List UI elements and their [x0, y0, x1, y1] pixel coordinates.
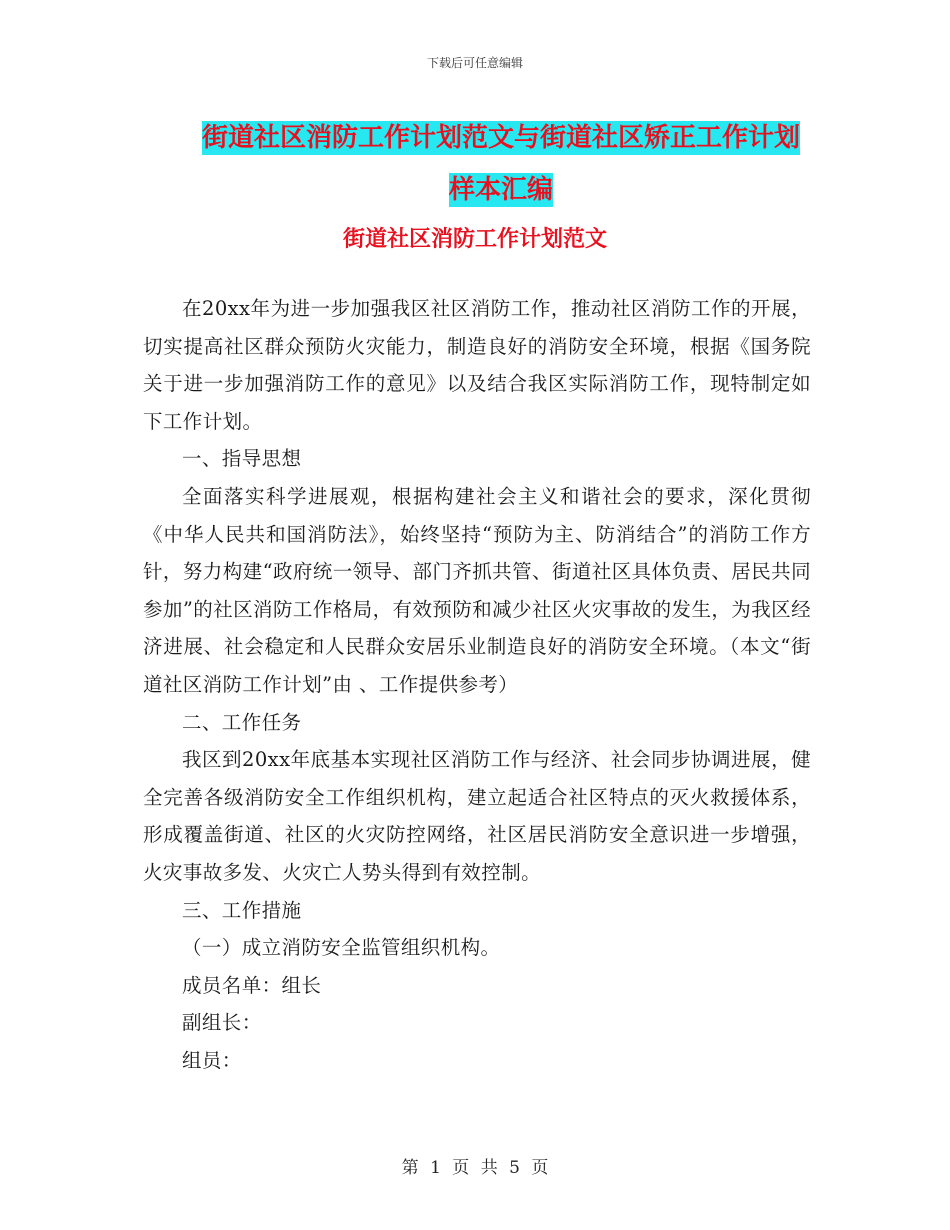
heading-work-measures: 三、工作措施	[182, 898, 302, 922]
intro-paragraph: 在20xx年为进一步加强我区社区消防工作，推动社区消防工作的开展，切实提高社区群众预防火灾能力，制造良好的消防安全环境，根据《国务院关于进一步加强消防工作的意见》以及结合我区实际消防工作，现特制定如下工作计划。	[143, 297, 811, 433]
document-title-text: 街道社区消防工作计划范文与街道社区矫正工作计划样本汇编	[201, 123, 800, 205]
page-header-note: 下载后可任意编辑	[426, 56, 523, 70]
member-list-members: 组员：	[182, 1048, 242, 1072]
work-tasks-paragraph: 我区到20xx年底基本实现社区消防工作与经济、社会同步协调进展，健全完善各级消防安全工作组织机构，建立起适合社区特点的灭火救援体系，形成覆盖街道、社区的火灾防控网络，社区居民消防安全意识进一步增强，火灾事故多发、火灾亡人势头得到有效控制。	[143, 748, 811, 884]
page-footer: 第 1 页 共 5 页	[401, 1158, 549, 1178]
section-title: 街道社区消防工作计划范文	[342, 227, 607, 252]
member-list-leader: 成员名单：组长	[182, 973, 322, 997]
heading-guiding-ideology: 一、指导思想	[182, 447, 302, 471]
document-body	[143, 290, 811, 1079]
heading-work-tasks: 二、工作任务	[182, 710, 302, 734]
document-title	[195, 112, 807, 216]
guiding-ideology-paragraph: 全面落实科学进展观，根据构建社会主义和谐社会的要求，深化贯彻《中华人民共和国消防法》，始终坚持“预防为主、防消结合”的消防工作方针，努力构建“政府统一领导、部门齐抓共管、街道社区具体负责、居民共同参加”的社区消防工作格局，有效预防和减少社区火灾事故的发生，为我区经济进展、社会稳定和人民群众安居乐业制造良好的消防安全环境。（本文“街道社区消防工作计划”由 、工作提供参考）	[143, 484, 811, 696]
measure-item-1: （一）成立消防安全监管组织机构。	[182, 936, 501, 960]
member-list-deputy: 副组长：	[182, 1011, 262, 1035]
